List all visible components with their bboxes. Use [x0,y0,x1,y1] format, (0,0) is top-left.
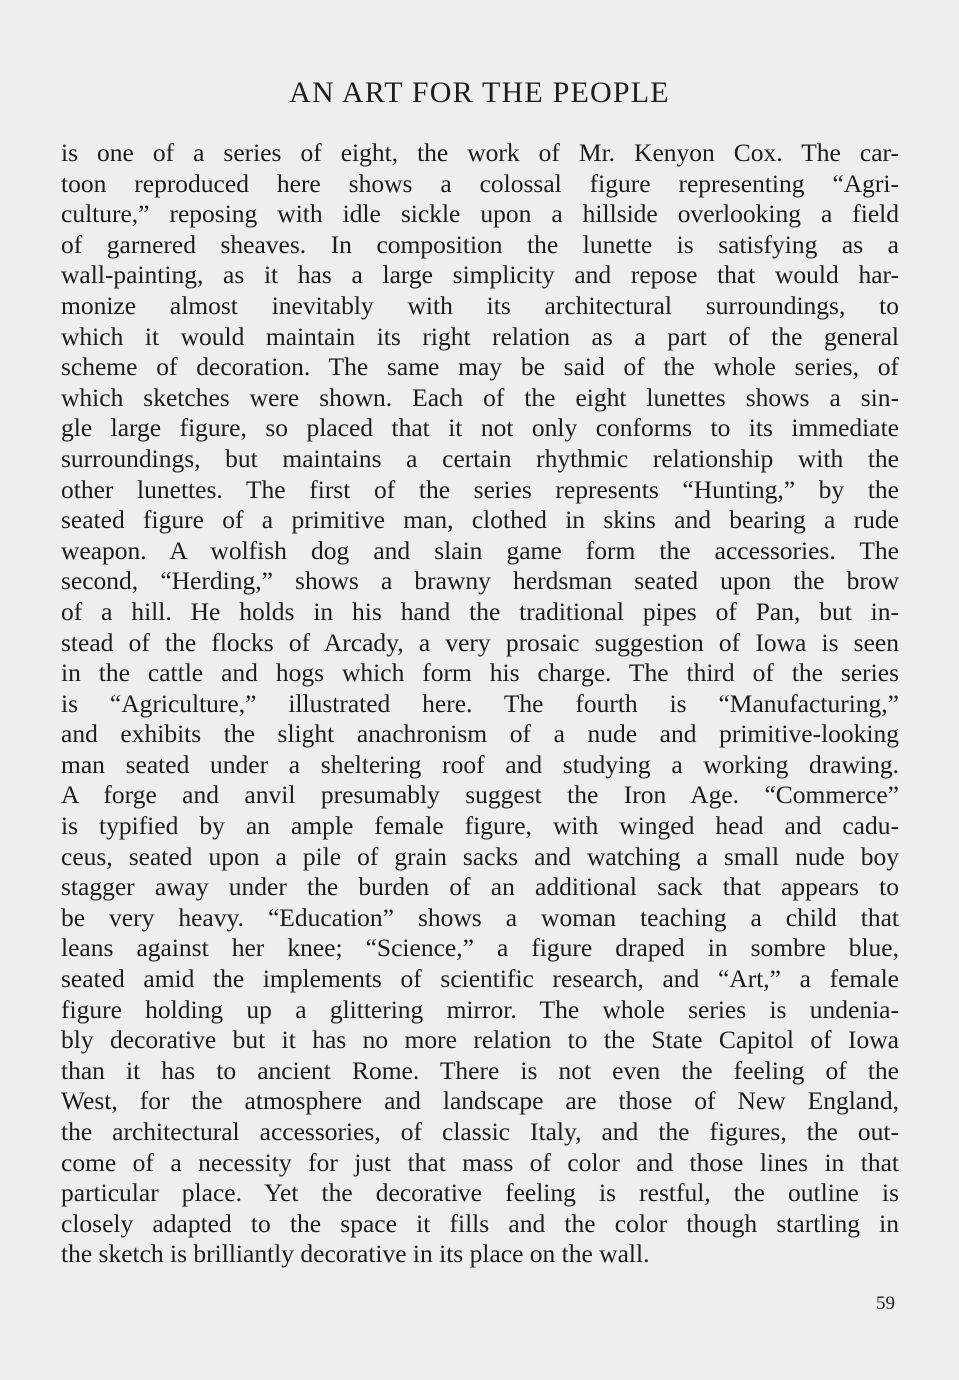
text-line: stead of the flocks of Arcady, a very prosaic suggestion of Iowa is seen [61,627,899,657]
text-line: monize almost inevitably with its architectural surroundings, to [61,290,899,320]
text-line: gle large figure, so placed that it not only conforms to its immediate [61,413,899,443]
text-line: in the cattle and hogs which form his charge. The third of the series [61,658,899,688]
text-line: other lunettes. The first of the series represents “Hunting,” by the [61,474,899,504]
text-line: leans against her knee; “Science,” a figure draped in sombre blue, [61,933,899,963]
text-line: which sketches were shown. Each of the eight lunettes shows a sin- [61,382,899,412]
text-line: which it would maintain its right relation as a part of the general [61,321,899,351]
text-line: come of a necessity for just that mass of color and those lines in that [61,1147,899,1177]
text-line: of garnered sheaves. In composition the lunette is satisfying as a [61,229,899,259]
text-line: closely adapted to the space it fills and the color though startling in [61,1208,899,1238]
text-line: is typified by an ample female figure, with winged head and cadu- [61,811,899,841]
text-line: A forge and anvil presumably suggest the Iron Age. “Commerce” [61,780,899,810]
text-line: scheme of decoration. The same may be said of the whole series, of [61,352,899,382]
text-line: the architectural accessories, of classic Italy, and the figures, the out- [61,1117,899,1146]
text-line: culture,” reposing with idle sickle upon a hillside overlooking a field [61,199,899,229]
text-line: ceus, seated upon a pile of grain sacks and watching a small nude boy [61,841,899,871]
text-line: surroundings, but maintains a certain rhythmic relationship with the [61,443,899,473]
running-head: AN ART FOR THE PEOPLE [289,76,670,109]
text-line: than it has to ancient Rome. There is not even the feeling of the [61,1055,899,1085]
text-line: toon reproduced here shows a colossal figure representing “Agri- [61,168,899,198]
text-line: weapon. A wolfish dog and slain game form the accessories. The [61,535,899,565]
text-line: and exhibits the slight anachronism of a nude and primitive-looking [61,719,899,749]
body-text [61,138,899,1270]
text-line: is “Agriculture,” illustrated here. The fourth is “Manufacturing,” [61,688,899,718]
text-line: man seated under a sheltering roof and studying a working drawing. [61,749,899,779]
text-line: is one of a series of eight, the work of Mr. Kenyon Cox. The car- [61,138,899,167]
text-line: West, for the atmosphere and landscape are those of New England, [61,1086,899,1116]
text-line: wall-painting, as it has a large simplicity and repose that would har- [61,260,899,290]
text-line: figure holding up a glittering mirror. The whole series is undenia- [61,994,899,1024]
text-line: particular place. Yet the decorative feeling is restful, the outline is [61,1178,899,1208]
page-number: 59 [876,1293,895,1314]
text-line: be very heavy. “Education” shows a woman teaching a child that [61,902,899,932]
text-line: bly decorative but it has no more relation to the State Capitol of Iowa [61,1025,899,1055]
text-line: stagger away under the burden of an additional sack that appears to [61,872,899,902]
text-line: of a hill. He holds in his hand the traditional pipes of Pan, but in- [61,596,899,626]
text-line: seated figure of a primitive man, clothed in skins and bearing a rude [61,505,899,535]
text-line: the sketch is brilliantly decorative in its place on the wall. [61,1239,650,1269]
text-line: second, “Herding,” shows a brawny herdsman seated upon the brow [61,566,899,596]
text-line: seated amid the implements of scientific research, and “Art,” a female [61,964,899,994]
